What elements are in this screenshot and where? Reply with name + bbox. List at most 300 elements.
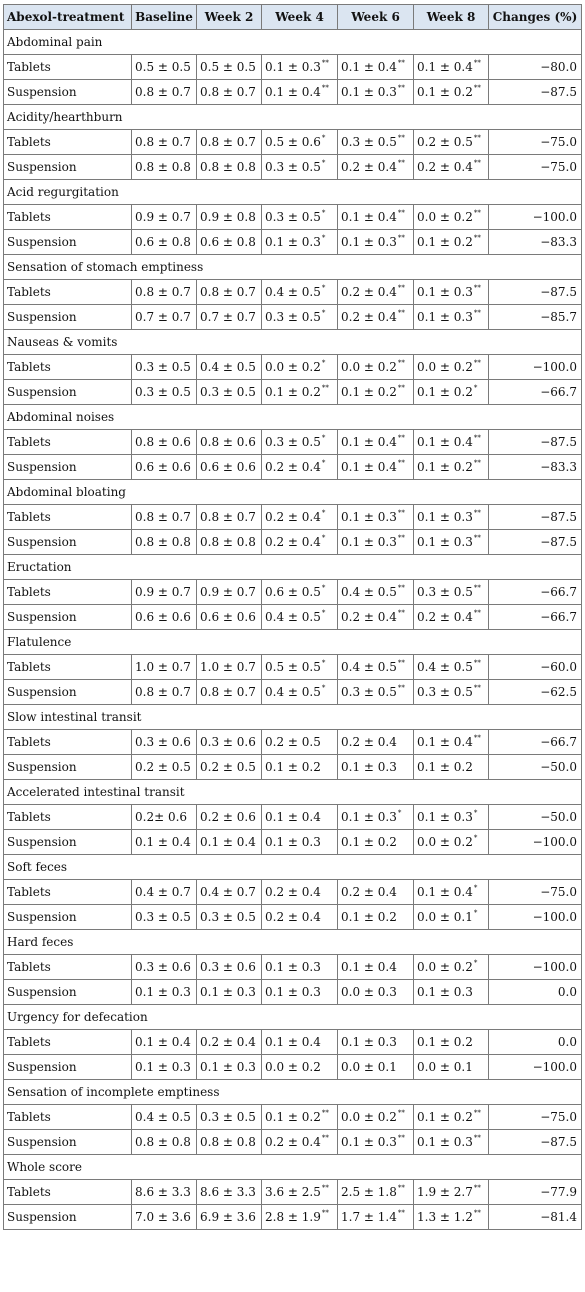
cell-value: 2.8 ± 1.9 xyxy=(265,1210,321,1224)
row-label: Suspension xyxy=(4,605,132,630)
value-cell xyxy=(132,830,197,855)
change-cell: −66.7 xyxy=(489,605,582,630)
table-row xyxy=(4,730,582,755)
value-cell xyxy=(414,355,489,380)
cell-value: 0.8 ± 0.7 xyxy=(135,685,191,699)
cell-value: 0.4 ± 0.7 xyxy=(135,885,191,899)
cell-value: 0.9 ± 0.7 xyxy=(135,585,191,599)
cell-value: 0.1 ± 0.4 xyxy=(341,210,397,224)
section-row xyxy=(4,930,582,955)
cell-value: 1.3 ± 1.2 xyxy=(417,1210,473,1224)
cell-value: 0.2 ± 0.5 xyxy=(135,760,191,774)
cell-value: 0.6 ± 0.8 xyxy=(200,235,256,249)
row-label: Tablets xyxy=(4,130,132,155)
change-cell: −60.0 xyxy=(489,655,582,680)
table-body xyxy=(4,30,582,1230)
value-cell xyxy=(262,1030,338,1055)
value-cell xyxy=(132,1030,197,1055)
value-cell xyxy=(197,605,262,630)
cell-value: 0.6 ± 0.6 xyxy=(135,460,191,474)
significance-marker: ** xyxy=(397,384,405,392)
cell-value: 0.3 ± 0.6 xyxy=(135,960,191,974)
section-title: Acidity/hearthburn xyxy=(4,105,582,130)
value-cell xyxy=(262,805,338,830)
cell-value: 0.4 ± 0.7 xyxy=(200,885,256,899)
change-cell: −75.0 xyxy=(489,1105,582,1130)
change-cell: −100.0 xyxy=(489,830,582,855)
significance-marker: ** xyxy=(397,459,405,467)
section-row xyxy=(4,330,582,355)
cell-value: 0.2 ± 0.4 xyxy=(341,610,397,624)
cell-value: 0.8 ± 0.7 xyxy=(135,135,191,149)
value-cell xyxy=(132,605,197,630)
table-row xyxy=(4,230,582,255)
value-cell xyxy=(338,955,414,980)
value-cell xyxy=(414,380,489,405)
table-row xyxy=(4,880,582,905)
table-row xyxy=(4,830,582,855)
header-week-6: Week 6 xyxy=(338,5,414,30)
cell-value: 0.1 ± 0.4 xyxy=(417,60,473,74)
value-cell xyxy=(132,430,197,455)
cell-value: 0.1 ± 0.2 xyxy=(265,760,321,774)
cell-value: 0.3 ± 0.6 xyxy=(135,735,191,749)
value-cell xyxy=(414,730,489,755)
significance-marker: ** xyxy=(321,1209,329,1217)
significance-marker: ** xyxy=(473,1209,481,1217)
cell-value: 0.8 ± 0.7 xyxy=(200,685,256,699)
value-cell xyxy=(414,805,489,830)
row-label: Tablets xyxy=(4,1180,132,1205)
value-cell xyxy=(197,130,262,155)
value-cell xyxy=(132,155,197,180)
value-cell xyxy=(338,730,414,755)
table-row xyxy=(4,1205,582,1230)
cell-value: 0.1 ± 0.3 xyxy=(341,1035,397,1049)
cell-value: 0.1 ± 0.3 xyxy=(135,985,191,999)
cell-value: 0.5 ± 0.5 xyxy=(265,660,321,674)
value-cell xyxy=(262,80,338,105)
significance-marker: ** xyxy=(473,1184,481,1192)
section-row xyxy=(4,180,582,205)
cell-value: 0.1 ± 0.4 xyxy=(417,885,473,899)
value-cell xyxy=(414,1055,489,1080)
value-cell xyxy=(414,505,489,530)
significance-marker: ** xyxy=(473,1109,481,1117)
significance-marker: ** xyxy=(473,584,481,592)
value-cell xyxy=(338,305,414,330)
value-cell xyxy=(132,55,197,80)
significance-marker: ** xyxy=(321,1109,329,1117)
value-cell xyxy=(132,805,197,830)
significance-marker: ** xyxy=(397,434,405,442)
cell-value: 0.0 ± 0.2 xyxy=(417,210,473,224)
value-cell xyxy=(132,955,197,980)
significance-marker: ** xyxy=(397,59,405,67)
significance-marker: ** xyxy=(397,159,405,167)
section-title: Nauseas & vomits xyxy=(4,330,582,355)
cell-value: 0.2 ± 0.4 xyxy=(265,885,321,899)
cell-value: 0.3 ± 0.5 xyxy=(265,435,321,449)
cell-value: 0.3 ± 0.5 xyxy=(265,310,321,324)
value-cell xyxy=(262,430,338,455)
row-label: Tablets xyxy=(4,505,132,530)
cell-value: 0.3 ± 0.5 xyxy=(341,685,397,699)
section-title: Abdominal pain xyxy=(4,30,582,55)
table-row xyxy=(4,280,582,305)
value-cell xyxy=(132,880,197,905)
cell-value: 0.8 ± 0.7 xyxy=(135,85,191,99)
section-title: Soft feces xyxy=(4,855,582,880)
row-label: Tablets xyxy=(4,205,132,230)
row-label: Suspension xyxy=(4,830,132,855)
cell-value: 0.4 ± 0.5 xyxy=(341,660,397,674)
section-row xyxy=(4,30,582,55)
cell-value: 0.1 ± 0.4 xyxy=(265,1035,321,1049)
value-cell xyxy=(132,455,197,480)
cell-value: 0.1 ± 0.2 xyxy=(265,1110,321,1124)
value-cell xyxy=(262,830,338,855)
significance-marker: * xyxy=(321,359,326,367)
significance-marker: ** xyxy=(473,59,481,67)
value-cell xyxy=(197,830,262,855)
change-cell: 0.0 xyxy=(489,1030,582,1055)
significance-marker: ** xyxy=(473,509,481,517)
cell-value: 0.9 ± 0.7 xyxy=(135,210,191,224)
cell-value: 0.1 ± 0.3 xyxy=(265,235,321,249)
value-cell xyxy=(338,380,414,405)
table-row xyxy=(4,755,582,780)
cell-value: 0.1 ± 0.3 xyxy=(417,310,473,324)
cell-value: 0.1 ± 0.3 xyxy=(417,1135,473,1149)
significance-marker: ** xyxy=(321,59,329,67)
cell-value: 0.2 ± 0.4 xyxy=(341,160,397,174)
change-cell: −87.5 xyxy=(489,505,582,530)
table-row xyxy=(4,805,582,830)
cell-value: 0.2 ± 0.4 xyxy=(341,735,397,749)
value-cell xyxy=(414,1205,489,1230)
change-cell: −87.5 xyxy=(489,80,582,105)
cell-value: 0.0 ± 0.2 xyxy=(417,360,473,374)
cell-value: 8.6 ± 3.3 xyxy=(200,1185,256,1199)
change-cell: −75.0 xyxy=(489,130,582,155)
cell-value: 0.2 ± 0.4 xyxy=(265,510,321,524)
section-title: Sensation of stomach emptiness xyxy=(4,255,582,280)
table-row xyxy=(4,905,582,930)
cell-value: 0.3 ± 0.5 xyxy=(200,910,256,924)
cell-value: 0.1 ± 0.2 xyxy=(417,385,473,399)
value-cell xyxy=(414,605,489,630)
significance-marker: ** xyxy=(397,359,405,367)
cell-value: 0.2 ± 0.4 xyxy=(417,160,473,174)
cell-value: 0.5 ± 0.5 xyxy=(135,60,191,74)
cell-value: 0.1 ± 0.4 xyxy=(135,835,191,849)
value-cell xyxy=(132,980,197,1005)
value-cell xyxy=(197,80,262,105)
value-cell xyxy=(414,1105,489,1130)
value-cell xyxy=(414,680,489,705)
value-cell xyxy=(262,605,338,630)
significance-marker: * xyxy=(473,834,478,842)
value-cell xyxy=(197,880,262,905)
section-row xyxy=(4,555,582,580)
cell-value: 0.3 ± 0.6 xyxy=(200,735,256,749)
cell-value: 0.1 ± 0.3 xyxy=(417,985,473,999)
value-cell xyxy=(262,505,338,530)
significance-marker: ** xyxy=(473,609,481,617)
significance-marker: ** xyxy=(321,1184,329,1192)
significance-marker: ** xyxy=(473,359,481,367)
value-cell xyxy=(197,355,262,380)
cell-value: 0.2 ± 0.5 xyxy=(417,135,473,149)
table-row xyxy=(4,980,582,1005)
value-cell xyxy=(414,580,489,605)
change-cell: −62.5 xyxy=(489,680,582,705)
cell-value: 3.6 ± 2.5 xyxy=(265,1185,321,1199)
row-label: Tablets xyxy=(4,805,132,830)
value-cell xyxy=(262,55,338,80)
value-cell xyxy=(338,980,414,1005)
cell-value: 0.1 ± 0.2 xyxy=(265,385,321,399)
header-week-8: Week 8 xyxy=(414,5,489,30)
significance-marker: ** xyxy=(473,309,481,317)
cell-value: 0.1 ± 0.3 xyxy=(341,1135,397,1149)
value-cell xyxy=(338,1030,414,1055)
cell-value: 0.8 ± 0.7 xyxy=(135,510,191,524)
value-cell xyxy=(414,55,489,80)
cell-value: 2.5 ± 1.8 xyxy=(341,1185,397,1199)
cell-value: 1.9 ± 2.7 xyxy=(417,1185,473,1199)
value-cell xyxy=(262,305,338,330)
value-cell xyxy=(262,1130,338,1155)
cell-value: 0.5 ± 0.6 xyxy=(265,135,321,149)
table-row xyxy=(4,430,582,455)
value-cell xyxy=(132,130,197,155)
value-cell xyxy=(197,505,262,530)
table-row xyxy=(4,80,582,105)
value-cell xyxy=(132,355,197,380)
significance-marker: ** xyxy=(473,84,481,92)
value-cell xyxy=(197,580,262,605)
significance-marker: ** xyxy=(397,609,405,617)
cell-value: 0.0 ± 0.2 xyxy=(417,835,473,849)
value-cell xyxy=(132,280,197,305)
section-title: Sensation of incomplete emptiness xyxy=(4,1080,582,1105)
significance-marker: * xyxy=(473,809,478,817)
significance-marker: * xyxy=(321,284,326,292)
value-cell xyxy=(132,680,197,705)
change-cell: −87.5 xyxy=(489,530,582,555)
value-cell xyxy=(197,680,262,705)
cell-value: 0.4 ± 0.5 xyxy=(135,1110,191,1124)
cell-value: 0.9 ± 0.7 xyxy=(200,585,256,599)
row-label: Suspension xyxy=(4,1130,132,1155)
significance-marker: * xyxy=(473,884,478,892)
cell-value: 0.4 ± 0.5 xyxy=(265,610,321,624)
value-cell xyxy=(338,80,414,105)
value-cell xyxy=(338,130,414,155)
header-week-4: Week 4 xyxy=(262,5,338,30)
significance-marker: ** xyxy=(397,84,405,92)
section-row xyxy=(4,705,582,730)
value-cell xyxy=(414,530,489,555)
row-label: Suspension xyxy=(4,755,132,780)
value-cell xyxy=(414,205,489,230)
cell-value: 0.2 ± 0.4 xyxy=(265,460,321,474)
cell-value: 0.4 ± 0.5 xyxy=(417,660,473,674)
significance-marker: * xyxy=(473,959,478,967)
significance-marker: * xyxy=(321,509,326,517)
value-cell xyxy=(414,1180,489,1205)
value-cell xyxy=(338,905,414,930)
table-row xyxy=(4,380,582,405)
value-cell xyxy=(262,230,338,255)
cell-value: 0.3 ± 0.5 xyxy=(135,385,191,399)
value-cell xyxy=(338,205,414,230)
change-cell: −66.7 xyxy=(489,380,582,405)
row-label: Suspension xyxy=(4,380,132,405)
cell-value: 0.1 ± 0.3 xyxy=(200,985,256,999)
value-cell xyxy=(262,955,338,980)
table-row xyxy=(4,155,582,180)
cell-value: 0.1 ± 0.3 xyxy=(341,235,397,249)
value-cell xyxy=(414,955,489,980)
cell-value: 0.1 ± 0.3 xyxy=(341,810,397,824)
cell-value: 0.1 ± 0.2 xyxy=(417,235,473,249)
header-changes: Changes (%) xyxy=(489,5,582,30)
cell-value: 0.9 ± 0.8 xyxy=(200,210,256,224)
change-cell: −77.9 xyxy=(489,1180,582,1205)
cell-value: 0.1 ± 0.4 xyxy=(135,1035,191,1049)
significance-marker: * xyxy=(473,384,478,392)
cell-value: 0.3 ± 0.5 xyxy=(417,585,473,599)
change-cell: −87.5 xyxy=(489,430,582,455)
significance-marker: * xyxy=(321,609,326,617)
significance-marker: ** xyxy=(397,1109,405,1117)
value-cell xyxy=(132,530,197,555)
row-label: Tablets xyxy=(4,730,132,755)
significance-marker: ** xyxy=(473,734,481,742)
cell-value: 0.7 ± 0.7 xyxy=(135,310,191,324)
cell-value: 0.3 ± 0.5 xyxy=(200,1110,256,1124)
value-cell xyxy=(262,455,338,480)
cell-value: 0.1 ± 0.3 xyxy=(341,535,397,549)
value-cell xyxy=(262,530,338,555)
value-cell xyxy=(197,730,262,755)
significance-marker: ** xyxy=(321,1134,329,1142)
cell-value: 0.6 ± 0.5 xyxy=(265,585,321,599)
cell-value: 0.8 ± 0.6 xyxy=(200,435,256,449)
row-label: Tablets xyxy=(4,430,132,455)
cell-value: 0.1 ± 0.2 xyxy=(417,85,473,99)
cell-value: 0.4 ± 0.5 xyxy=(341,585,397,599)
value-cell xyxy=(414,80,489,105)
cell-value: 0.8 ± 0.6 xyxy=(135,435,191,449)
cell-value: 6.9 ± 3.6 xyxy=(200,1210,256,1224)
value-cell xyxy=(338,880,414,905)
value-cell xyxy=(338,1055,414,1080)
cell-value: 1.0 ± 0.7 xyxy=(135,660,191,674)
cell-value: 0.2 ± 0.4 xyxy=(341,885,397,899)
significance-marker: ** xyxy=(397,659,405,667)
results-table xyxy=(3,4,582,1230)
cell-value: 0.4 ± 0.5 xyxy=(265,285,321,299)
value-cell xyxy=(338,355,414,380)
cell-value: 0.0 ± 0.2 xyxy=(341,360,397,374)
row-label: Suspension xyxy=(4,680,132,705)
row-label: Suspension xyxy=(4,230,132,255)
cell-value: 0.8 ± 0.7 xyxy=(200,135,256,149)
significance-marker: ** xyxy=(397,584,405,592)
cell-value: 0.1 ± 0.3 xyxy=(341,760,397,774)
change-cell: −80.0 xyxy=(489,55,582,80)
value-cell xyxy=(197,1205,262,1230)
value-cell xyxy=(262,1105,338,1130)
cell-value: 0.2 ± 0.4 xyxy=(265,535,321,549)
header-row xyxy=(4,5,582,30)
cell-value: 0.0 ± 0.2 xyxy=(265,1060,321,1074)
value-cell xyxy=(197,1030,262,1055)
significance-marker: * xyxy=(321,659,326,667)
row-label: Tablets xyxy=(4,655,132,680)
table-row xyxy=(4,530,582,555)
value-cell xyxy=(414,1030,489,1055)
table-row xyxy=(4,1180,582,1205)
value-cell xyxy=(414,755,489,780)
value-cell xyxy=(414,880,489,905)
significance-marker: * xyxy=(397,809,402,817)
value-cell xyxy=(338,680,414,705)
significance-marker: * xyxy=(321,684,326,692)
value-cell xyxy=(132,380,197,405)
value-cell xyxy=(262,905,338,930)
cell-value: 0.3 ± 0.5 xyxy=(341,135,397,149)
significance-marker: ** xyxy=(321,84,329,92)
significance-marker: ** xyxy=(397,1209,405,1217)
value-cell xyxy=(262,1180,338,1205)
cell-value: 0.0 ± 0.1 xyxy=(341,1060,397,1074)
value-cell xyxy=(414,155,489,180)
significance-marker: ** xyxy=(473,209,481,217)
cell-value: 0.2 ± 0.4 xyxy=(200,1035,256,1049)
value-cell xyxy=(338,455,414,480)
cell-value: 0.3 ± 0.5 xyxy=(417,685,473,699)
value-cell xyxy=(338,655,414,680)
significance-marker: * xyxy=(473,909,478,917)
value-cell xyxy=(197,805,262,830)
row-label: Suspension xyxy=(4,155,132,180)
section-title: Flatulence xyxy=(4,630,582,655)
value-cell xyxy=(132,1180,197,1205)
value-cell xyxy=(197,655,262,680)
section-row xyxy=(4,105,582,130)
table-header xyxy=(4,5,582,30)
cell-value: 0.1 ± 0.4 xyxy=(341,460,397,474)
change-cell: −50.0 xyxy=(489,805,582,830)
change-cell: −66.7 xyxy=(489,580,582,605)
cell-value: 0.4 ± 0.5 xyxy=(265,685,321,699)
cell-value: 0.1 ± 0.2 xyxy=(417,460,473,474)
significance-marker: ** xyxy=(397,234,405,242)
cell-value: 0.2 ± 0.4 xyxy=(341,285,397,299)
section-title: Slow intestinal transit xyxy=(4,705,582,730)
value-cell xyxy=(197,155,262,180)
row-label: Tablets xyxy=(4,880,132,905)
cell-value: 0.8 ± 0.7 xyxy=(200,85,256,99)
change-cell: −50.0 xyxy=(489,755,582,780)
cell-value: 0.0 ± 0.1 xyxy=(417,910,473,924)
change-cell: −83.3 xyxy=(489,230,582,255)
